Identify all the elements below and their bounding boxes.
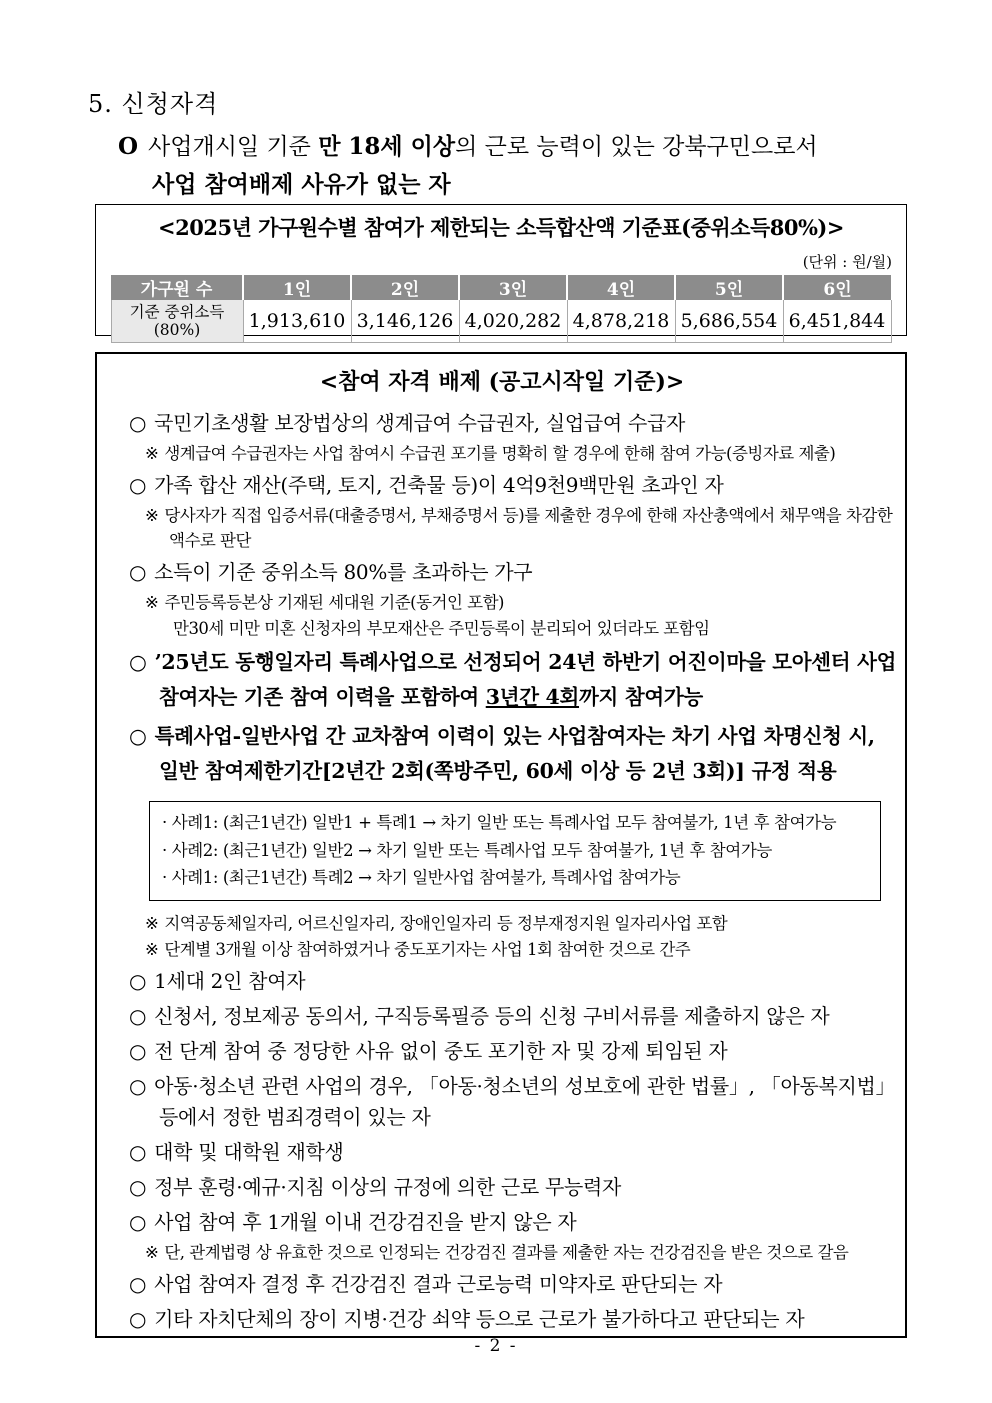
exclusion-item-text: 사업 참여자 결정 후 건강검진 결과 근로능력 미약자로 판단되는 자 bbox=[154, 1271, 723, 1296]
income-value-cell: 4,020,282 bbox=[459, 300, 567, 342]
exclusion-item bbox=[107, 1207, 897, 1238]
intro-text-bold: 만 18세 이상 bbox=[318, 133, 456, 160]
exclusion-item-note bbox=[107, 503, 897, 553]
exclusion-item bbox=[107, 719, 897, 789]
exclusion-item bbox=[107, 966, 897, 997]
income-table-unit-note: (단위 : 원/월) bbox=[802, 253, 892, 271]
reference-mark-icon: ※ bbox=[145, 913, 159, 933]
underlined-text: 3년간 4회 bbox=[485, 685, 580, 709]
circle-bullet-icon: ○ bbox=[129, 1271, 147, 1296]
exclusion-item-text: 사업 참여 후 1개월 이내 건강검진을 받지 않은 자 bbox=[154, 1209, 577, 1234]
income-value-cell: 3,146,126 bbox=[351, 300, 459, 342]
exclusion-item bbox=[107, 408, 897, 439]
intro-text-pre: 사업개시일 기준 bbox=[148, 134, 319, 160]
exclusion-item-text: 신청서, 정보제공 동의서, 구직등록필증 등의 신청 구비서류를 제출하지 않은 자 bbox=[154, 1003, 830, 1028]
income-table-row-label bbox=[111, 300, 243, 342]
case-example-line: · 사례1: (최근1년간) 특례2 → 차기 일반사업 참여불가, 특례사업 참여가능 bbox=[162, 868, 681, 887]
exclusion-item-text: 기타 자치단체의 장이 지병·건강 쇠약 등으로 근로가 불가하다고 판단되는 자 bbox=[154, 1306, 805, 1331]
exclusion-item-text: 특례사업-일반사업 간 교차참여 이력이 있는 사업참여자는 차기 사업 차명신청 시, 일반 참여제한기간[2년간 2회(쪽방주민, 60세 이상 등 2년 3회)] 규정 적용 bbox=[154, 724, 875, 783]
page-number: - 2 - bbox=[474, 1336, 518, 1356]
reference-mark-icon: ※ bbox=[145, 1242, 159, 1262]
exclusion-item-text: 정부 훈령·예규·지침 이상의 규정에 의한 근로 무능력자 bbox=[154, 1174, 622, 1199]
income-threshold-table-section bbox=[95, 204, 907, 339]
row-label-line1: 기준 중위소득 bbox=[129, 302, 225, 321]
exclusion-item-note-continued: 만30세 미만 미혼 신청자의 부모재산은 주민등록이 분리되어 있더라도 포함임 bbox=[173, 619, 710, 638]
reference-mark-icon: ※ bbox=[145, 444, 159, 463]
exclusion-item-text: 소득이 기준 중위소득 80%를 초과하는 가구 bbox=[154, 560, 533, 584]
income-table-data-row bbox=[111, 300, 891, 342]
exclusion-item-text: 전 단계 참여 중 정당한 사유 없이 중도 포기한 자 및 강제 퇴임된 자 bbox=[154, 1038, 728, 1063]
circle-bullet-icon: ○ bbox=[129, 1174, 147, 1199]
note-text: 주민등록등본상 기재된 세대원 기준(동거인 포함) bbox=[164, 593, 504, 612]
circle-bullet-icon: ○ bbox=[129, 560, 147, 584]
exclusion-item-text: 아동·청소년 관련 사업의 경우, 「아동·청소년의 성보호에 관한 법률」, 「아동복지법」 등에서 정한 범죄경력이 있는 자 bbox=[154, 1073, 896, 1129]
reference-mark-icon: ※ bbox=[145, 939, 159, 959]
income-table-header-row bbox=[111, 275, 891, 300]
exclusion-item bbox=[107, 1137, 897, 1168]
circle-bullet-icon: ○ bbox=[129, 724, 147, 748]
note-text: 생계급여 수급권자는 사업 참여시 수급권 포기를 명확히 할 경우에 한해 참여 가능(증빙자료 제출) bbox=[164, 444, 836, 463]
circle-bullet-icon: ○ bbox=[129, 1139, 147, 1164]
circle-bullet-icon: ○ bbox=[129, 411, 147, 435]
circle-bullet-icon: ○ bbox=[129, 1209, 147, 1234]
exclusion-item bbox=[107, 470, 897, 501]
income-table-header-cell: 2인 bbox=[351, 275, 459, 300]
income-table-header-cell: 6인 bbox=[783, 275, 891, 300]
exclusion-item-text: 국민기초생활 보장법상의 생계급여 수급권자, 실업급여 수급자 bbox=[154, 411, 686, 435]
intro-paragraph bbox=[118, 128, 918, 203]
exclusion-item-text: 까지 참여가능 bbox=[579, 685, 703, 709]
income-table-header-cell: 1인 bbox=[243, 275, 351, 300]
circle-bullet-icon: ○ bbox=[129, 968, 147, 993]
income-value-cell: 1,913,610 bbox=[243, 300, 351, 342]
exclusion-item bbox=[107, 557, 897, 588]
exclusion-item-text: 가족 합산 재산(주택, 토지, 건축물 등)이 4억9천9백만원 초과인 자 bbox=[154, 473, 724, 497]
page-title: 5. 신청자격 bbox=[88, 90, 219, 118]
exclusion-box-title: <참여 자격 배제 (공고시작일 기준)> bbox=[319, 369, 685, 395]
circle-bullet-icon: ○ bbox=[129, 650, 147, 674]
income-value-cell: 4,878,218 bbox=[567, 300, 675, 342]
circle-bullet-icon: O bbox=[118, 133, 139, 160]
exclusion-item bbox=[107, 1172, 897, 1203]
note-text: 지역공동체일자리, 어르신일자리, 장애인일자리 등 정부재정지원 일자리사업 포함 bbox=[164, 913, 728, 933]
note-text: 당사자가 직접 입증서류(대출증명서, 부채증명서 등)를 제출한 경우에 한해 자산총액에서 채무액을 차감한 액수로 판단 bbox=[164, 506, 893, 550]
income-table-title: <2025년 가구원수별 참여가 제한되는 소득합산액 기준표(중위소득80%)> bbox=[158, 215, 844, 240]
circle-bullet-icon: ○ bbox=[129, 1073, 147, 1098]
case-examples-box bbox=[149, 801, 881, 901]
exclusion-item-note bbox=[107, 590, 897, 615]
circle-bullet-icon: ○ bbox=[129, 1038, 147, 1063]
exclusion-item bbox=[107, 1071, 897, 1133]
exclusion-criteria-section bbox=[95, 352, 907, 1338]
reference-mark-icon: ※ bbox=[145, 593, 159, 612]
exclusion-item bbox=[107, 645, 897, 715]
exclusion-item-note bbox=[107, 1240, 897, 1265]
case-example-line: · 사례2: (최근1년간) 일반2 → 차기 일반 또는 특례사업 모두 참여불가, 1년 후 참여가능 bbox=[162, 840, 772, 860]
exclusion-item bbox=[107, 1269, 897, 1300]
intro-text-post: 의 근로 능력이 있는 강북구민으로서 bbox=[455, 134, 818, 160]
income-value-cell: 5,686,554 bbox=[675, 300, 783, 342]
intro-line-2: 사업 참여배제 사유가 없는 자 bbox=[152, 171, 451, 198]
exclusion-item bbox=[107, 1304, 897, 1335]
circle-bullet-icon: ○ bbox=[129, 1306, 147, 1331]
exclusion-item-text: 대학 및 대학원 재학생 bbox=[154, 1139, 344, 1164]
reference-mark-icon: ※ bbox=[145, 506, 159, 525]
exclusion-item bbox=[107, 1001, 897, 1032]
row-label-line2: (80%) bbox=[153, 320, 201, 339]
exclusion-item-note bbox=[107, 937, 897, 962]
income-value-cell: 6,451,844 bbox=[783, 300, 891, 342]
circle-bullet-icon: ○ bbox=[129, 1003, 147, 1028]
exclusion-item-text: 1세대 2인 참여자 bbox=[154, 968, 306, 993]
exclusion-item-note bbox=[107, 911, 897, 936]
note-text: 단, 관계법령 상 유효한 것으로 인정되는 건강검진 결과를 제출한 자는 건강검진을 받은 것으로 갈음 bbox=[164, 1242, 849, 1262]
intro-line-1 bbox=[118, 128, 918, 166]
note-text: 단계별 3개월 이상 참여하였거나 중도포기자는 사업 1회 참여한 것으로 간주 bbox=[164, 939, 691, 959]
income-table-header-cell: 가구원 수 bbox=[111, 275, 243, 300]
exclusion-item bbox=[107, 1036, 897, 1067]
exclusion-item-note bbox=[107, 441, 897, 466]
income-table-header-cell: 3인 bbox=[459, 275, 567, 300]
income-table-header-cell: 5인 bbox=[675, 275, 783, 300]
income-table-header-cell: 4인 bbox=[567, 275, 675, 300]
circle-bullet-icon: ○ bbox=[129, 473, 147, 497]
case-example-line: · 사례1: (최근1년간) 일반1 + 특례1 → 차기 일반 또는 특례사업 모두 참여불가, 1년 후 참여가능 bbox=[162, 813, 837, 832]
exclusion-item-text: ’25년도 동행일자리 특례사업으로 선정되어 24년 하반기 어진이마을 모아센터 사업 참여자는 기존 참여 이력을 포함하여 bbox=[154, 650, 897, 709]
income-table bbox=[111, 275, 892, 343]
